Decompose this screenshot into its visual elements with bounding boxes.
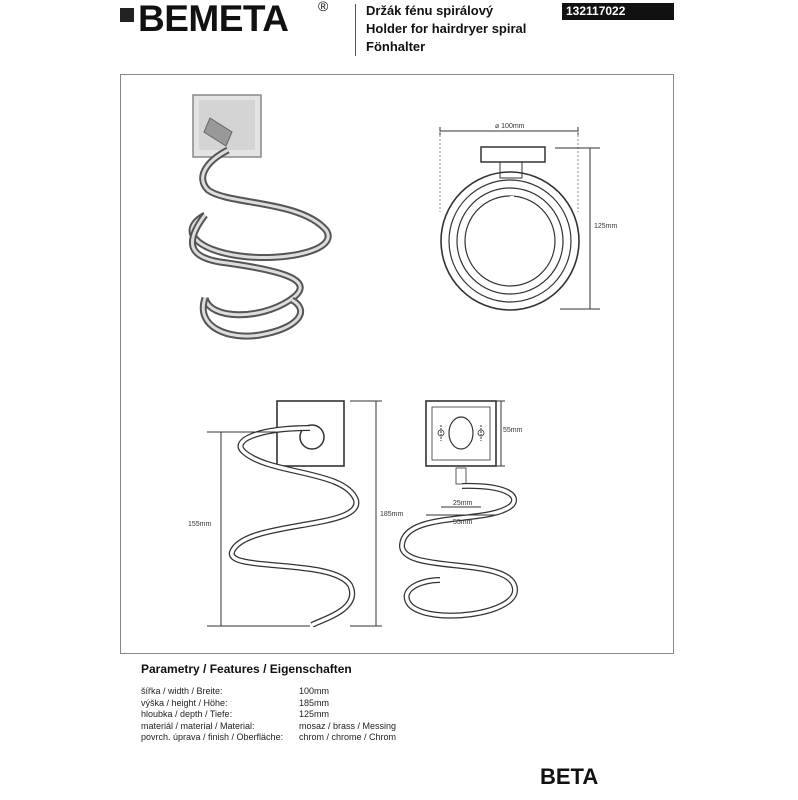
param-value: chrom / chrome / Chrom	[299, 732, 397, 742]
title-de: Fönhalter	[366, 39, 426, 54]
series-name: BETA	[540, 764, 599, 789]
param-label: šířka / width / Breite:	[141, 686, 223, 696]
title-en: Holder for hairdryer spiral	[366, 21, 527, 36]
product-photo	[192, 95, 328, 336]
param-row	[141, 698, 352, 710]
dim-plate-width: 55mm	[453, 519, 473, 526]
product-code: 132117022	[562, 3, 674, 20]
param-value: 185mm	[299, 697, 330, 708]
dim-hole-spacing: 25mm	[453, 500, 473, 507]
parameters-title: Parametry / Features / Eigenschaften	[141, 662, 352, 676]
param-label: materiál / material / Material:	[141, 720, 255, 731]
side-view	[402, 401, 515, 616]
dim-height-total: 185mm	[380, 511, 404, 518]
dim-height-spiral: 155mm	[188, 521, 212, 528]
param-value: 100mm	[299, 686, 330, 696]
registered-mark: ®	[318, 0, 329, 14]
param-row	[141, 709, 352, 721]
dim-depth: 125mm	[594, 223, 618, 230]
parameters-section	[141, 662, 397, 744]
param-value: mosaz / brass / Messing	[299, 720, 397, 731]
param-label: výška / height / Höhe:	[141, 697, 228, 708]
dim-diameter: ⌀ 100mm	[495, 123, 525, 130]
param-label: hloubka / depth / Tiefe:	[141, 709, 233, 719]
param-row	[141, 720, 397, 733]
title-cz: Držák fénu spirálový	[366, 3, 494, 18]
top-view	[440, 127, 600, 310]
brand-name: BEMETA	[138, 0, 289, 39]
dim-plate: 55mm	[503, 427, 523, 434]
param-label: povrch. úprava / finish / Oberfläche:	[141, 732, 284, 742]
param-value: 125mm	[299, 709, 330, 719]
param-row	[141, 686, 352, 698]
front-view	[207, 401, 382, 626]
param-row	[141, 732, 397, 744]
